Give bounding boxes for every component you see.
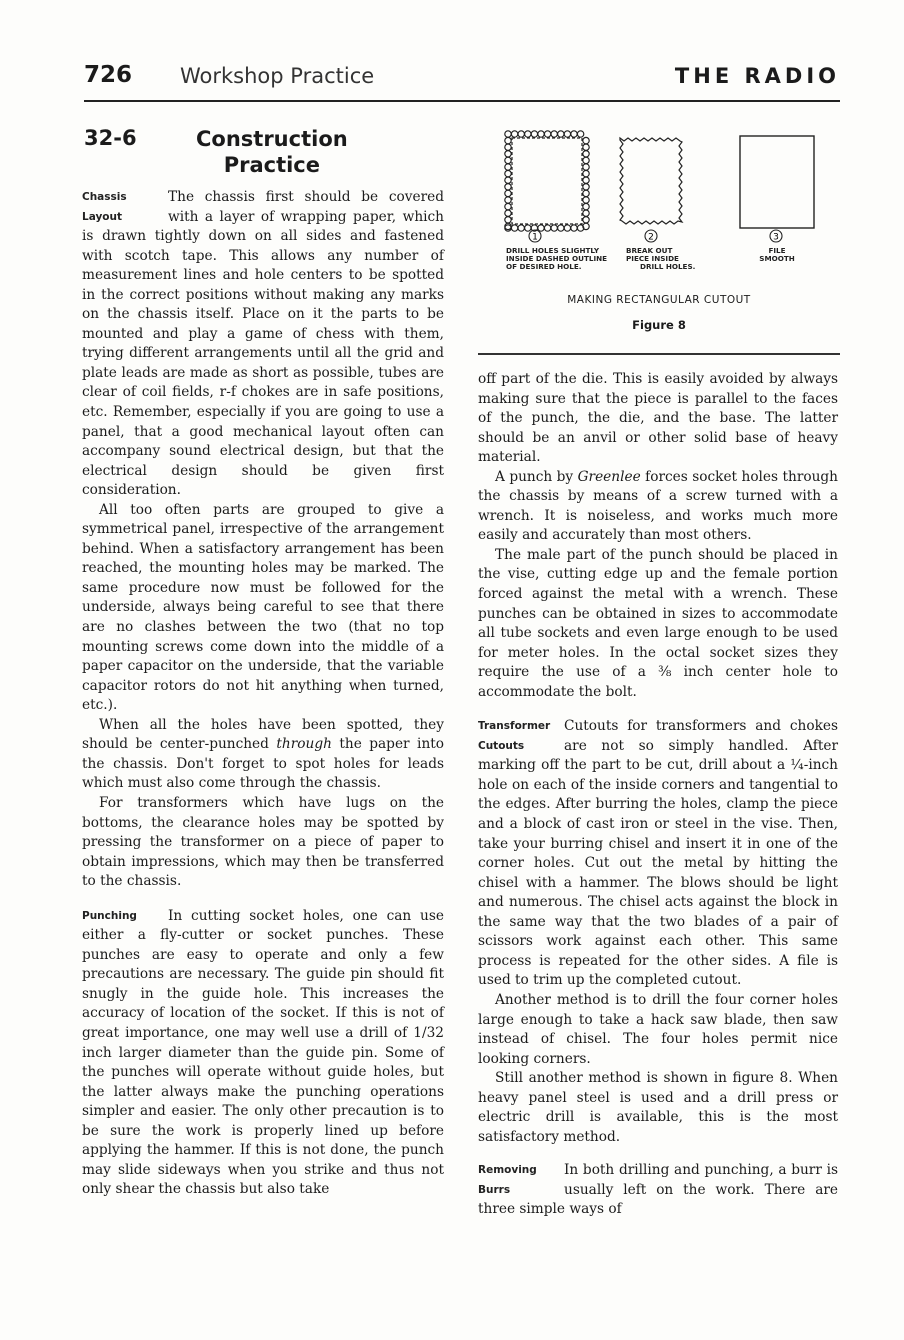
drill-hole <box>583 203 589 209</box>
step-3-caption <box>750 247 804 263</box>
step-3-line1: FILE <box>768 246 786 255</box>
section-title <box>196 126 348 178</box>
torn-edge-outline <box>620 138 682 224</box>
removing-burrs-section <box>478 1161 838 1220</box>
punching-label <box>82 907 168 927</box>
left-column <box>82 188 444 1200</box>
step-1-line3: OF DESIRED HOLE. <box>506 262 582 271</box>
page-number: 726 <box>84 62 133 88</box>
transformer-cutouts-paragraph-1: Cutouts for transformers and chokes are not so simply handled. After marking off the part to be cut, drill about a ¼-inch hole on each of the inside corners and tangential to the edges. After burring the holes, clamp the piece and a block of cast iron or steel in the vise. Then, take your burring chisel and insert it in one of the corner holes. Cut out the metal by hitting the chisel with a hammer. The blows should be light and numerous. The chisel acts against the block in the same way that the two blades of a pair of scissors work against each other. This same process is repeated for the other sides. A file is used to trim up the completed cutout. <box>478 718 838 989</box>
right-paragraph-continued: off part of the die. This is easily avoided by always making sure that the piece is parallel to the faces of the punch, the die, and the base. The latter should be an anvil or other solid base of heavy material. <box>478 371 838 466</box>
removing-burrs-label <box>478 1161 564 1200</box>
p3-text-start: When all the holes have been spotted, they should be center-punched <box>82 716 444 753</box>
drill-hole <box>558 131 564 137</box>
step-2-line3: DRILL HOLES. <box>640 262 696 271</box>
drill-hole <box>505 170 511 176</box>
p3-text-end: the paper into the chassis. Don't forget to spot holes for leads which must also come through the chassis. <box>82 736 444 792</box>
section-heading <box>84 126 464 182</box>
drill-hole <box>505 137 511 143</box>
header-rule <box>84 100 840 102</box>
step-1-illustration <box>505 131 589 231</box>
drill-hole <box>583 137 589 143</box>
drill-hole <box>583 157 589 163</box>
transformer-cutouts-paragraph-2: Another method is to drill the four corner holes large enough to take a hack saw blade, then saw instead of chisel. The four holes permit nice looking corners. <box>478 991 838 1067</box>
drill-hole <box>564 131 570 137</box>
running-section-title: Workshop Practice <box>180 64 375 88</box>
section-number: 32-6 <box>84 126 137 150</box>
drill-hole <box>518 131 524 137</box>
step-2-number: 2 <box>648 232 654 243</box>
step-2-line1: BREAK OUT <box>626 246 673 255</box>
drill-hole <box>583 151 589 157</box>
chassis-layout-label-line1: Chassis <box>82 191 127 203</box>
figure-8 <box>478 128 840 356</box>
greenlee-text-end: forces socket holes through the chassis by means of a screw turned with a wrench. It is noiseless, and works much more easily and accurately than most others. <box>478 468 838 544</box>
drill-hole <box>505 184 511 190</box>
step-1-caption <box>506 247 626 271</box>
transformer-cutouts-label-line2: Cutouts <box>478 739 525 752</box>
removing-burrs-label-line2: Burrs <box>478 1183 511 1196</box>
step-2-caption <box>626 247 706 271</box>
drill-hole <box>558 225 564 231</box>
figure-caption: MAKING RECTANGULAR CUTOUT <box>567 294 751 306</box>
drill-hole <box>538 225 544 231</box>
drill-hole <box>505 144 511 150</box>
drill-hole <box>551 131 557 137</box>
drill-hole <box>525 225 531 231</box>
transformer-cutouts-label-line1: Transformer <box>478 720 551 733</box>
right-paragraph-greenlee <box>478 468 838 546</box>
drill-hole <box>583 170 589 176</box>
drill-hole <box>531 131 537 137</box>
drill-hole <box>577 131 583 137</box>
chassis-layout-label-line2: Layout <box>82 210 123 223</box>
transformer-cutouts-paragraph-3: Still another method is shown in figure 8. When heavy panel steel is used and a drill press or electric drill is available, this is the most satisfactory method. <box>478 1070 838 1145</box>
step-3-line2: SMOOTH <box>759 254 795 263</box>
drill-hole <box>505 210 511 216</box>
drill-hole <box>505 151 511 157</box>
drill-hole <box>505 164 511 170</box>
drill-hole <box>583 197 589 203</box>
step-1-line1: DRILL HOLES SLIGHTLY <box>506 246 600 255</box>
figure-label: Figure 8 <box>632 318 686 332</box>
punching-paragraph-1: In cutting socket holes, one can use either a fly-cutter or socket punches. These punches are easy to operate and only a few precautions are necessary. The guide pin should fit snugly in the guide hole. This increases the accuracy of location of the socket. If this is not of great importance, one may well use a drill of 1/32 inch larger diameter than the guide pin. Some of the punches will operate without guide holes, but the latter always make the punching operations simpler and easier. The only other precaution is to be sure the work is properly lined up before applying the hammer. If this is not done, the punch may slide sideways when you strike and thus not only shear the chassis but also take <box>82 907 444 1198</box>
book-title: THE RADIO <box>674 64 840 88</box>
drill-hole <box>583 164 589 170</box>
greenlee-text-start: A punch by <box>495 468 578 485</box>
drill-hole <box>525 131 531 137</box>
section-title-line2: Practice <box>223 153 320 177</box>
drill-hole <box>564 225 570 231</box>
right-paragraph-male-punch: The male part of the punch should be placed in the vise, cutting edge up and the female portion forced against the metal with a wrench. These punches can be obtained in sizes to accommodate all tube sockets and even large enough to be used for meter holes. In the octal socket sizes they require the use of a ⅜ inch center hole to accommodate the bolt. <box>478 546 838 700</box>
drill-hole <box>505 203 511 209</box>
step-number-circles <box>529 230 782 242</box>
removing-burrs-label-line1: Removing <box>478 1164 537 1177</box>
drill-hole <box>518 225 524 231</box>
chassis-layout-paragraph-2: All too often parts are grouped to give a symmetrical panel, irrespective of the arrangement behind. When a satisfactory arrangement has been reached, the mounting holes may be marked. The same procedure now must be followed for the underside, always being careful to see that there are no clashes between the two (that no top mounting screws come down into the middle of a paper capacitor on the underside, that the variable capacitor rotors do not hit anything when turned, etc.). <box>82 501 444 714</box>
drill-hole <box>583 217 589 223</box>
drill-hole <box>583 210 589 216</box>
figure-rule <box>478 353 840 355</box>
drill-hole <box>505 177 511 183</box>
chassis-layout-paragraph-3 <box>82 716 444 794</box>
drill-hole <box>571 225 577 231</box>
drill-hole <box>583 177 589 183</box>
punching-section <box>82 907 444 1200</box>
drill-hole <box>505 190 511 196</box>
drill-hole <box>505 131 511 137</box>
drill-hole <box>511 131 517 137</box>
drill-hole <box>583 144 589 150</box>
drill-hole <box>544 131 550 137</box>
p3-emphasis: through <box>276 736 332 753</box>
drill-hole <box>505 197 511 203</box>
step-1-line2: INSIDE DASHED OUTLINE <box>506 254 608 263</box>
drill-hole <box>551 225 557 231</box>
step-3-illustration <box>740 136 814 228</box>
dashed-outline <box>512 138 582 224</box>
drill-hole <box>505 217 511 223</box>
chassis-layout-section <box>82 188 444 892</box>
section-title-line1: Construction <box>196 127 348 151</box>
step-3-number: 3 <box>773 232 779 243</box>
drill-hole <box>571 131 577 137</box>
step-1-number: 1 <box>532 232 538 243</box>
drill-hole <box>511 225 517 231</box>
drill-hole <box>583 190 589 196</box>
drill-hole <box>538 131 544 137</box>
transformer-cutouts-label <box>478 717 564 756</box>
removing-burrs-paragraph-1: In both drilling and punching, a burr is usually left on the work. There are three simple ways of <box>478 1162 838 1218</box>
page-header <box>84 60 840 98</box>
chassis-layout-paragraph-1: The chassis first should be covered with a layer of wrapping paper, which is drawn tightly down on all sides and fastened with scotch tape. This allows any number of measurement lines and hole centers to be spotted in the correct positions without making any marks on the chassis itself. Place on it the parts to be mounted and play a game of chess with them, trying different arrangements until all the grid and plate leads are made as short as possible, tubes are clear of coil fields, r-f chokes are in safe positions, etc. Remember, especially if you are going to use a panel, that a good mechanical layout often can accompany sound electrical design, but that the electrical design should be given first consideration. <box>82 189 444 499</box>
step-2-illustration <box>620 138 682 224</box>
chassis-layout-label <box>82 188 168 227</box>
drill-hole <box>544 225 550 231</box>
punching-label-text: Punching <box>82 909 137 922</box>
drill-hole <box>505 157 511 163</box>
drill-hole <box>583 184 589 190</box>
chassis-layout-paragraph-4: For transformers which have lugs on the bottoms, the clearance holes may be spotted by pressing the transformer on a piece of paper to obtain impressions, which may then be transferred to the chassis. <box>82 794 444 890</box>
transformer-cutouts-section <box>478 717 838 1147</box>
right-column <box>478 370 838 1220</box>
greenlee-emphasis: Greenlee <box>577 468 641 485</box>
step-2-line2: PIECE INSIDE <box>626 254 679 263</box>
